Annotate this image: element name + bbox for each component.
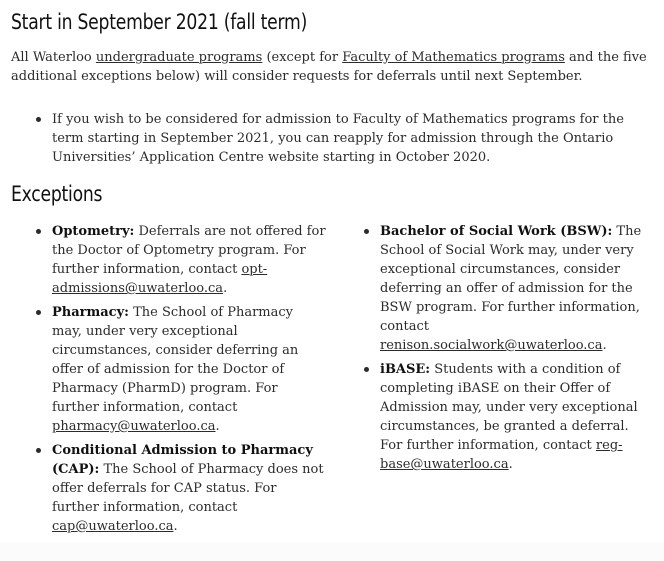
exception-bsw xyxy=(362,222,644,355)
exception-text: The School of Social Work may, under very exceptional circumstances, consider deferring an offer of admission for the BSW program. For further information, contact xyxy=(380,224,642,334)
exception-title: Conditional Admission to Pharmacy (CAP): xyxy=(52,443,313,477)
exception-pharmacy xyxy=(34,303,326,436)
exception-text: The School of Pharmacy may, under very exceptional circumstances, consider deferring an offer of admission for the Doctor of Pharmacy (PharmD) program. For further information, contact xyxy=(52,305,299,415)
exception-optometry xyxy=(34,222,326,298)
undergraduate-programs-link[interactable]: undergraduate programs xyxy=(95,50,263,65)
exception-title: Optometry: xyxy=(52,224,135,239)
intro-text-3: and the five additional exceptions below) will consider requests for deferrals until next September. xyxy=(11,50,647,84)
email-link-optometry[interactable]: opt-admissions@uwaterloo.ca xyxy=(52,262,268,296)
bottom-divider xyxy=(0,542,664,561)
faculty-of-mathematics-link[interactable]: Faculty of Mathematics programs xyxy=(342,50,565,65)
exception-end: . xyxy=(508,457,513,472)
email-link-cap[interactable]: cap@uwaterloo.ca xyxy=(52,519,174,534)
exception-text: The School of Pharmacy does not offer deferrals for CAP status. For further information, contact xyxy=(52,462,324,515)
exception-end: . xyxy=(602,338,607,353)
intro-text-1: All Waterloo xyxy=(11,50,96,65)
reapply-list xyxy=(34,110,634,167)
exception-end: . xyxy=(173,519,178,534)
exception-end: . xyxy=(215,419,220,434)
exception-title: iBASE: xyxy=(380,362,431,377)
email-link-pharmacy[interactable]: pharmacy@uwaterloo.ca xyxy=(52,419,216,434)
intro-text-2: (except for xyxy=(262,50,343,65)
exceptions-list-left xyxy=(34,222,326,541)
exception-title: Pharmacy: xyxy=(52,305,129,320)
exception-title: Bachelor of Social Work (BSW): xyxy=(380,224,613,239)
list-item-reapply xyxy=(34,110,634,167)
exception-text: Students with a condition of completing iBASE on their Offer of Admission may, under very exceptional circumstances, be granted a deferral. For further information, contact xyxy=(380,362,638,453)
email-link-social-work[interactable]: renison.socialwork@uwaterloo.ca xyxy=(380,338,603,353)
exception-end: . xyxy=(223,281,228,296)
intro-paragraph xyxy=(11,48,651,86)
reapply-text: If you wish to be considered for admission to Faculty of Mathematics programs for the term starting in September 2021, you can reapply for admission through the Ontario Universities’ Application Centre website starting in October 2020. xyxy=(52,112,624,165)
section-heading-start: Start in September 2021 (fall term) xyxy=(11,10,308,34)
email-link-ibase[interactable]: reg-base@uwaterloo.ca xyxy=(380,438,623,472)
exception-cap xyxy=(34,441,326,536)
exception-ibase xyxy=(362,360,644,474)
exceptions-list-right xyxy=(362,222,644,479)
exception-text: Deferrals are not offered for the Doctor of Optometry program. For further information, contact xyxy=(52,224,326,277)
section-heading-exceptions: Exceptions xyxy=(11,182,103,206)
